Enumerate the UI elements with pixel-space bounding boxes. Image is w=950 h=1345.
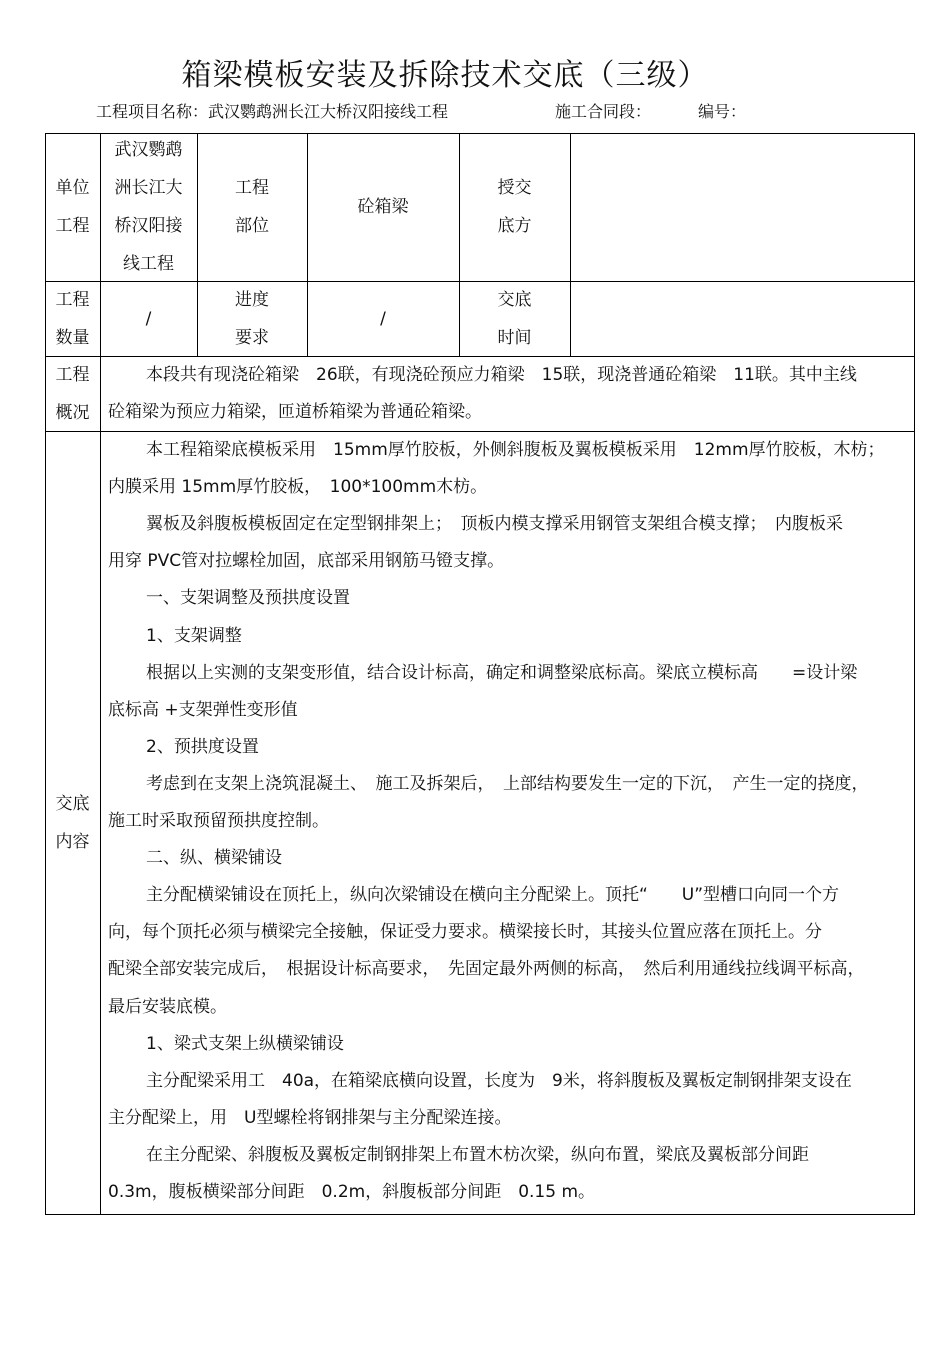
content-line: 考虑到在支架上浇筑混凝土、 施工及拆架后， 上部结构要发生一定的下沉， 产生一定的挠度， — [146, 773, 869, 794]
content-line: 主分配梁采用工 40a，在箱梁底横向设置，长度为 9米，将斜腹板及翼板定制钢排架支设在 — [146, 1070, 852, 1091]
progress-value: / — [380, 308, 386, 329]
number-label: 编号： — [698, 102, 747, 121]
content-line: 在主分配梁、斜腹板及翼板定制钢排架上布置木枋次梁，纵向布置，梁底及翼板部分间距 — [146, 1144, 809, 1165]
progress-label: 进度 要求 — [235, 289, 269, 348]
project-name-label: 工程项目名称：武汉鹦鹉洲长江大桥汉阳接线工程 — [96, 102, 449, 121]
unit-project-label: 单位 工程 — [55, 178, 90, 236]
content-line: 用穿 PVC管对拉螺栓加固，底部采用钢筋马镫支撑。 — [108, 551, 505, 572]
content-line: 向，每个顶托必须与横梁完全接触，保证受力要求。横梁接长时，其接头位置应落在顶托上。分 — [108, 922, 822, 943]
content-line: 本工程箱梁底模板采用 15mm厚竹胶板，外侧斜腹板及翼板模板采用 12mm厚竹胶板，木枋； — [146, 440, 885, 460]
briefing-party-value — [570, 133, 914, 281]
briefing-time-value — [570, 281, 914, 356]
project-part-label: 工程 部位 — [235, 178, 269, 236]
content-line: 根据以上实测的支架变形值，结合设计标高，确定和调整梁底标高。梁底立模标高 =设计梁 — [146, 662, 858, 683]
content-line: 一、支架调整及预拱度设置 — [146, 588, 350, 609]
quantity-value: / — [145, 308, 152, 329]
quantity-label: 工程 数量 — [55, 289, 90, 348]
content-line: 1、支架调整 — [146, 625, 242, 646]
content-line: 施工时采取预留预拱度控制。 — [108, 811, 329, 831]
overview-line: 砼箱梁为预应力箱梁，匝道桥箱梁为普通砼箱梁。 — [108, 402, 482, 422]
content-line: 翼板及斜腹板模板固定在定型钢排架上； 顶板内模支撑采用钢管支架组合模支撑； 内腹板采 — [146, 514, 843, 535]
unit-project-value: 武汉鹦鹉 洲长江大 桥汉阳接 线工程 — [114, 140, 183, 274]
content-line: 1、梁式支架上纵横梁铺设 — [146, 1033, 344, 1054]
overview-label: 工程 概况 — [55, 364, 90, 423]
content-line: 底标高 +支架弹性变形值 — [108, 699, 298, 720]
briefing-time-label: 交底 时间 — [497, 289, 532, 348]
content-line: 二、纵、横梁铺设 — [146, 848, 282, 869]
content-line: 主分配横梁铺设在顶托上，纵向次梁铺设在横向主分配梁上。顶托“ U”型槽口向同一个方 — [146, 885, 840, 906]
content-line: 主分配梁上，用 U型螺栓将钢排架与主分配梁连接。 — [108, 1107, 512, 1128]
content-label: 交底 内容 — [55, 793, 90, 852]
content-line: 2、预拱度设置 — [146, 736, 259, 757]
overview-line: 本段共有现浇砼箱梁 26联，有现浇砼预应力箱梁 15联，现浇普通砼箱梁 11联。其中主线 — [146, 365, 857, 385]
project-part-value: 砼箱梁 — [357, 197, 409, 217]
briefing-party-label: 授交 底方 — [497, 178, 532, 236]
content-line: 0.3m，腹板横梁部分间距 0.2m，斜腹板部分间距 0.15 m。 — [108, 1182, 596, 1202]
contract-section-label: 施工合同段： — [555, 102, 652, 121]
document-title: 箱梁模板安装及拆除技术交底（三级） — [181, 58, 709, 93]
content-line: 配梁全部安装完成后， 根据设计标高要求， 先固定最外两侧的标高， 然后利用通线拉线调平标高， — [108, 959, 865, 980]
content-line: 最后安装底模。 — [108, 996, 227, 1017]
content-line: 内膜采用 15mm厚竹胶板， 100*100mm木枋。 — [108, 477, 488, 498]
